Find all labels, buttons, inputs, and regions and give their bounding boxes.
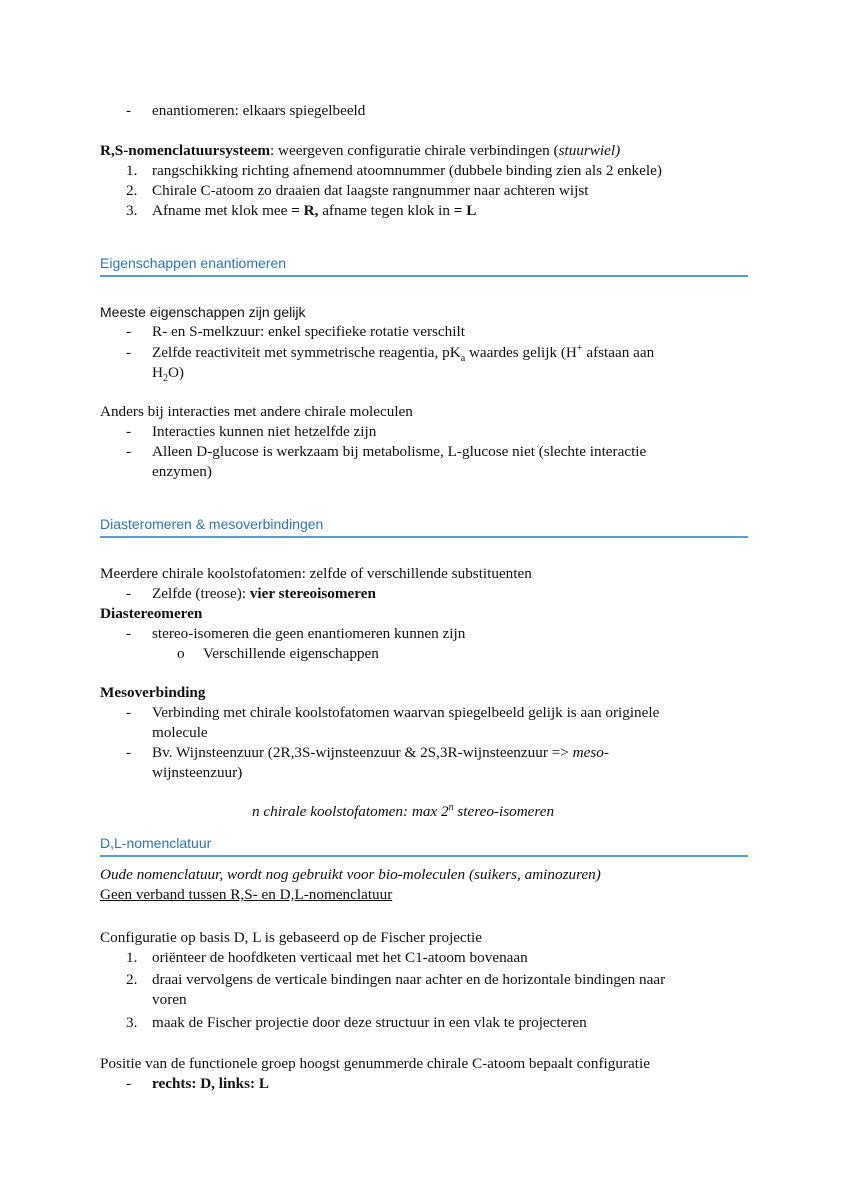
section1-bullet-2 — [152, 343, 654, 363]
dl-step-1: oriënteer de hoofdketen verticaal met het C1-atoom bovenaan — [152, 949, 528, 966]
meso-bullet-2 — [152, 743, 609, 763]
meso-bullet-1: Verbinding met chirale koolstofatomen waarvan spiegelbeeld gelijk is aan originele — [152, 704, 660, 721]
rs-system-desc-italic: stuurwiel) — [558, 142, 621, 159]
dl-last-bullet: rechts: D, links: L — [152, 1075, 270, 1092]
bullet-marker: - — [126, 102, 132, 119]
section-heading-diasteromeren: Diasteromeren & mesoverbindingen — [100, 514, 748, 538]
diastereomeren-title: Diastereomeren — [100, 605, 203, 622]
section1-intro: Meeste eigenschappen zijn gelijk — [100, 304, 306, 320]
diastereomeren-bullet: stereo-isomeren die geen enantiomeren kunnen zijn — [152, 625, 466, 642]
list-number: 2. — [126, 182, 138, 199]
bullet-marker: - — [126, 423, 132, 440]
formula-b: stereo-isomeren — [453, 803, 555, 820]
section1-bullet2-2-cont: enzymen) — [152, 463, 212, 480]
dl-intro: Configuratie op basis D, L is gebaseerd op de Fischer projectie — [100, 929, 482, 946]
dl-step-2-cont: voren — [152, 991, 187, 1008]
treose-bold: vier stereoisomeren — [249, 585, 376, 602]
bullet-marker: - — [126, 443, 132, 460]
meso-bullet-2-cont: wijnsteenzuur) — [152, 764, 243, 781]
section-heading-dl-nomenclatuur: D,L-nomenclatuur — [100, 833, 748, 857]
bullet-marker: - — [126, 585, 132, 602]
bullet-marker: - — [126, 323, 132, 340]
section-heading-eigenschappen: Eigenschappen enantiomeren — [100, 253, 748, 277]
rs-step-3-d: = L — [453, 202, 477, 219]
dl-step-2: draai vervolgens de verticale bindingen naar achter en de horizontale bindingen naar — [152, 971, 666, 988]
diastereomeren-sub-bullet: Verschillende eigenschappen — [203, 645, 379, 662]
rs-system-desc: : weergeven configuratie chirale verbindingen ( — [270, 142, 559, 159]
formula-a: n chirale koolstofatomen: max 2 — [252, 803, 449, 820]
bullet-marker: - — [126, 625, 132, 642]
section1-bullet2-2: Alleen D-glucose is werkzaam bij metabolisme, L-glucose niet (slechte interactie — [152, 443, 647, 460]
formula-sup: n — [448, 801, 454, 813]
section1-bullet-1: R- en S-melkzuur: enkel specifieke rotatie verschilt — [152, 323, 465, 340]
b2-part-a: Zelfde reactiviteit met symmetrische reagentia, pK — [152, 344, 461, 361]
bullet-marker: - — [126, 744, 132, 761]
dl-underlined-note: Geen verband tussen R,S- en D,L-nomenclatuur — [100, 886, 393, 903]
list-number: 1. — [126, 949, 138, 966]
section1-bullet2-1: Interacties kunnen niet hetzelfde zijn — [152, 423, 377, 440]
dl-italic-note: Oude nomenclatuur, wordt nog gebruikt voor bio-moleculen (suikers, aminozuren) — [100, 866, 601, 883]
b2-sup: + — [576, 342, 583, 354]
list-number: 2. — [126, 971, 138, 988]
meso-bullet-2-italic: meso- — [572, 744, 609, 761]
list-number: 3. — [126, 1014, 138, 1031]
bullet-marker: - — [126, 344, 132, 361]
b2-sub: a — [460, 353, 466, 365]
rs-step-3 — [152, 201, 476, 221]
rs-step-3-a: Afname met klok mee — [152, 202, 292, 219]
bullet-marker: - — [126, 704, 132, 721]
stereo-isomer-formula — [252, 802, 554, 822]
dl-step-3: maak de Fischer projectie door deze structuur in een vlak te projecteren — [152, 1014, 587, 1031]
b2-part-c: afstaan aan — [582, 344, 655, 361]
meso-bullet-1-cont: molecule — [152, 724, 208, 741]
section1-bullet-2-cont — [152, 363, 184, 383]
rs-step-3-c: afname tegen klok in — [318, 202, 454, 219]
sub-bullet-marker: o — [177, 645, 185, 662]
b2-part-b: waardes gelijk (H — [465, 344, 577, 361]
meso-bullet-2-a: Bv. Wijnsteenzuur (2R,3S-wijnsteenzuur & 2S,3R-wijnsteenzuur => — [152, 744, 573, 761]
list-number: 1. — [126, 162, 138, 179]
enantiomer-definition: enantiomeren: elkaars spiegelbeeld — [152, 102, 366, 119]
treose-text: Zelfde (treose): — [152, 585, 250, 602]
rs-step-2: Chirale C-atoom zo draaien dat laagste rangnummer naar achteren wijst — [152, 182, 589, 199]
mesoverbinding-title: Mesoverbinding — [100, 684, 206, 701]
section2-intro: Meerdere chirale koolstofatomen: zelfde of verschillende substituenten — [100, 565, 532, 582]
list-number: 3. — [126, 202, 138, 219]
b2-part-d: H — [152, 364, 163, 381]
section1-intro2: Anders bij interacties met andere chirale moleculen — [100, 403, 413, 420]
rs-system-line — [100, 141, 620, 161]
section2-bullet-treose — [152, 584, 376, 604]
dl-intro2: Positie van de functionele groep hoogst genummerde chirale C-atoom bepaalt configuratie — [100, 1055, 650, 1072]
rs-system-title: R,S-nomenclatuursysteem — [100, 142, 270, 159]
rs-step-3-b: = R, — [291, 202, 319, 219]
b2-part-e: O) — [167, 364, 184, 381]
b2-sub2: 2 — [162, 373, 168, 385]
rs-step-1: rangschikking richting afnemend atoomnummer (dubbele binding zien als 2 enkele) — [152, 162, 662, 179]
bullet-marker: - — [126, 1075, 132, 1092]
